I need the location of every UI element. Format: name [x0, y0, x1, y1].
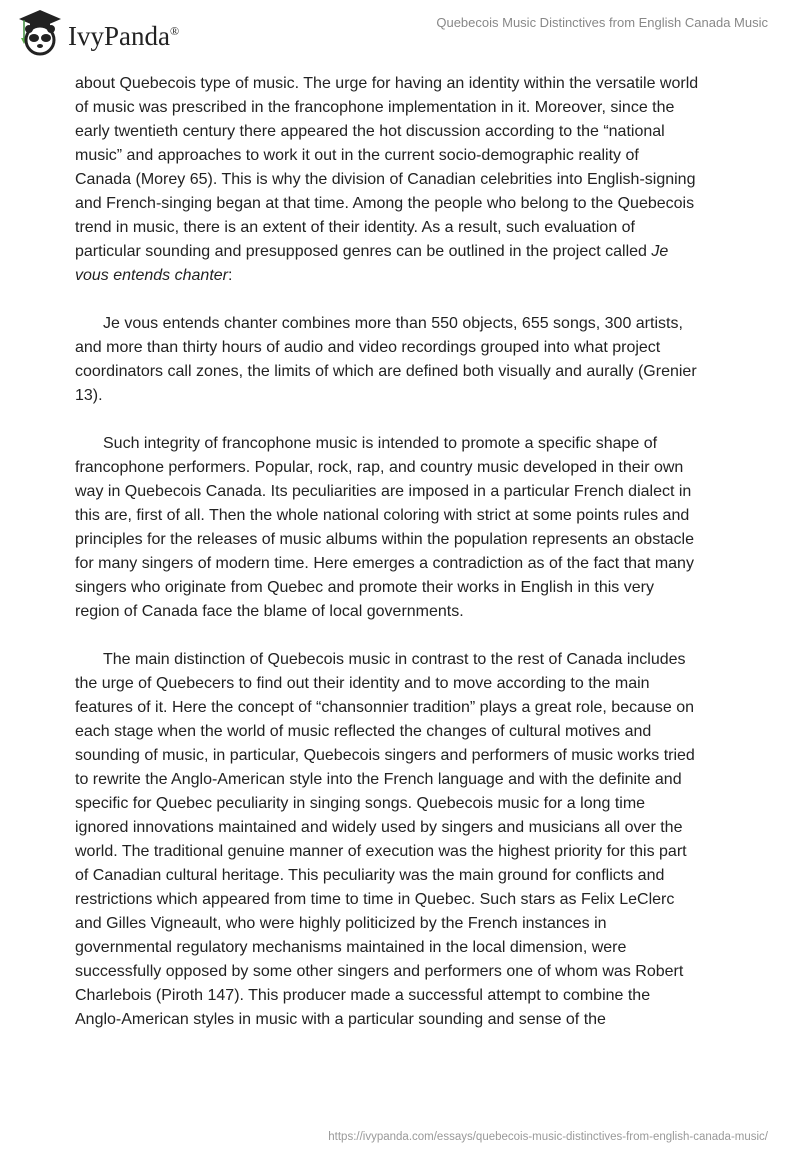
text-line: successfully opposed by some other singers and performers one of whom was Robert — [75, 963, 684, 980]
text-line: 13). — [75, 387, 103, 404]
text-line: world. The traditional genuine manner of execution was the highest priority for this part — [75, 843, 687, 860]
text-line: each stage when the world of music reflected the changes of cultural motives and — [75, 723, 652, 740]
text-line: Charlebois (Piroth 147). This producer made a successful attempt to combine the — [75, 987, 651, 1004]
text-line: and French-singing began at that time. Among the people who belong to the Quebecois — [75, 195, 695, 212]
text-line: trend in music, there is an extent of their identity. As a result, such evaluation of — [75, 219, 635, 236]
text-line: about Quebecois type of music. The urge for having an identity within the versatile world — [75, 75, 699, 92]
text-segment: : — [228, 267, 233, 284]
project-title-italic: vous entends chanter — [75, 267, 228, 284]
text-line: specific for Quebec peculiarity in singing songs. Quebecois music for a long time — [75, 795, 646, 812]
text-line: of Canadian cultural heritage. This peculiarity was the main ground for conflicts and — [75, 867, 665, 884]
text-segment: particular sounding and presupposed genres can be outlined in the project called — [75, 243, 652, 260]
text-line: singers who originate from Quebec and promote their works in English in this very — [75, 579, 654, 596]
source-url[interactable]: https://ivypanda.com/essays/quebecois-music-distinctives-from-english-canada-music/ — [328, 1131, 768, 1143]
text-line — [75, 240, 735, 264]
text-line: The main distinction of Quebecois music in contrast to the rest of Canada includes — [103, 651, 686, 668]
essay-body — [75, 72, 735, 1056]
text-line: Canada (Morey 65). This is why the division of Canadian celebrities into English-signing — [75, 171, 696, 188]
text-line: principles for the releases of music albums within the population represents an obstacle — [75, 531, 694, 548]
text-line: way in Quebecois Canada. Its peculiarities are imposed in a particular French dialect in — [75, 483, 692, 500]
text-line: and more than thirty hours of audio and video recordings grouped into what project — [75, 339, 661, 356]
text-line: coordinators call zones, the limits of which are defined both visually and aurally (Grenier — [75, 363, 697, 380]
text-line: the urge of Quebecers to find out their identity and to move according to the main — [75, 675, 650, 692]
text-line: Such integrity of francophone music is intended to promote a specific shape of — [103, 435, 658, 452]
text-line: for many singers of modern time. Here emerges a contradiction as of the fact that many — [75, 555, 694, 572]
text-line — [75, 264, 735, 288]
text-line: this are, first of all. Then the whole national coloring with strict at some points rules and — [75, 507, 690, 524]
text-line: early twentieth century there appeared the hot discussion according to the “national — [75, 123, 665, 140]
panda-graduate-icon — [18, 8, 62, 56]
ivypanda-logo[interactable] — [18, 8, 179, 56]
block-quote — [75, 312, 735, 408]
text-line: Je vous entends chanter combines more than 550 objects, 655 songs, 300 artists, — [103, 315, 683, 332]
text-line: region of Canada face the blame of local governments. — [75, 603, 464, 620]
text-line: music” and approaches to work it out in the current socio-demographic reality of — [75, 147, 639, 164]
text-line: francophone performers. Popular, rock, rap, and country music developed in their own — [75, 459, 684, 476]
text-line: to rewrite the Anglo-American style into the French language and with the definite and — [75, 771, 682, 788]
text-line: restrictions which appeared from time to time in Quebec. Such stars as Felix LeClerc — [75, 891, 675, 908]
text-line: sounding of music, in particular, Quebecois singers and performers of music works tried — [75, 747, 695, 764]
paragraph — [75, 432, 735, 624]
document-title: Quebecois Music Distinctives from English Canada Music — [436, 15, 768, 30]
text-line: ignored innovations maintained and widely used by singers and musicians all over the — [75, 819, 683, 836]
logo-text: IvyPanda® — [68, 20, 180, 51]
page-header — [0, 0, 800, 60]
text-line: governmental regulatory mechanisms maintained in the local dimension, were — [75, 939, 627, 956]
text-line: and Gilles Vigneault, who were highly politicized by the French instances in — [75, 915, 607, 932]
paragraph — [75, 648, 735, 1032]
text-line: Anglo-American styles in music with a particular sounding and sense of the — [75, 1011, 606, 1028]
project-title-italic: Je — [651, 243, 669, 260]
text-line: features of it. Here the concept of “chansonnier tradition” plays a great role, because on — [75, 699, 695, 716]
text-line: of music was prescribed in the francophone implementation in it. Moreover, since the — [75, 99, 675, 116]
paragraph — [75, 72, 735, 288]
